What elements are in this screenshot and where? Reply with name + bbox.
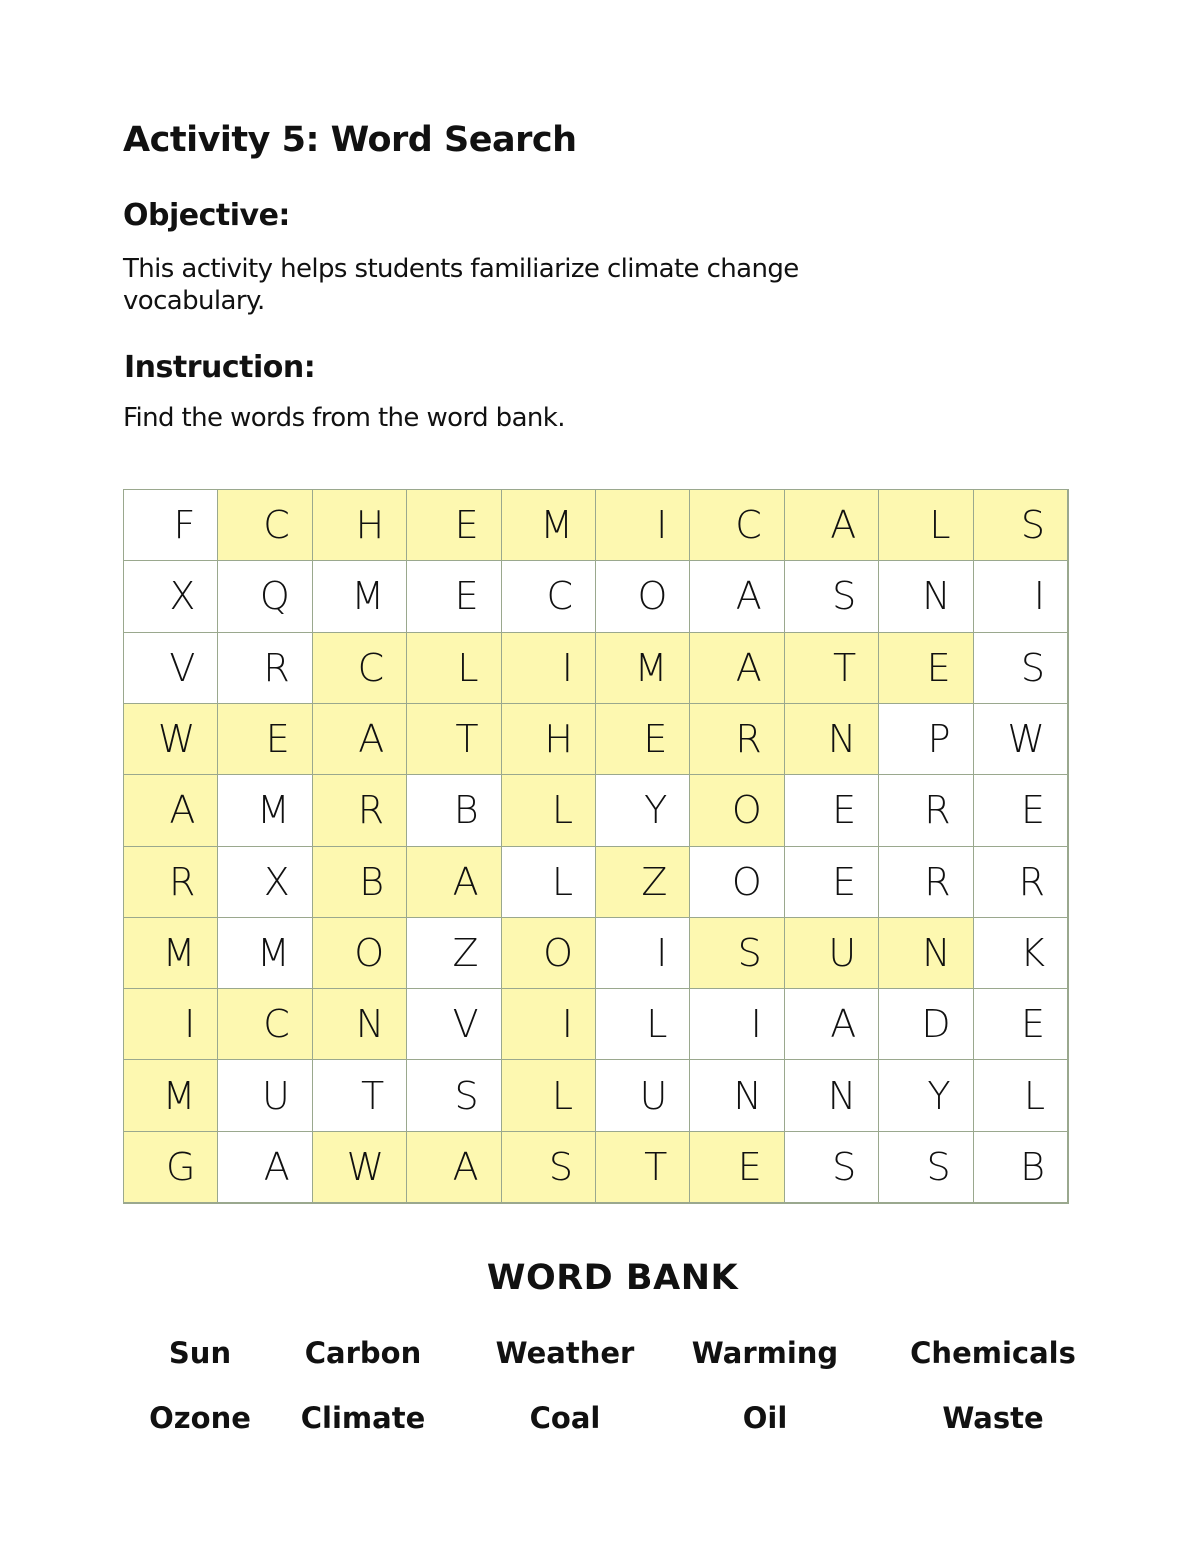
grid-cell[interactable]: C: [218, 989, 312, 1060]
word-bank-title: WORD BANK: [486, 1258, 739, 1298]
grid-cell[interactable]: O: [690, 847, 784, 918]
word-bank-item: Oil: [742, 1401, 788, 1435]
grid-cell[interactable]: T: [785, 633, 879, 704]
grid-cell[interactable]: C: [502, 561, 596, 632]
grid-cell[interactable]: S: [785, 561, 879, 632]
word-bank-item: Weather: [495, 1336, 635, 1370]
grid-cell[interactable]: G: [124, 1132, 218, 1203]
grid-cell[interactable]: M: [218, 918, 312, 989]
instruction-text: Find the words from the word bank.: [123, 403, 565, 433]
grid-cell[interactable]: R: [879, 847, 973, 918]
grid-cell[interactable]: S: [974, 633, 1068, 704]
grid-cell[interactable]: R: [690, 704, 784, 775]
grid-cell[interactable]: B: [313, 847, 407, 918]
grid-cell[interactable]: Z: [596, 847, 690, 918]
grid-cell[interactable]: I: [596, 918, 690, 989]
grid-cell[interactable]: L: [502, 775, 596, 846]
grid-cell[interactable]: A: [690, 561, 784, 632]
grid-cell[interactable]: E: [407, 561, 501, 632]
grid-cell[interactable]: N: [785, 1060, 879, 1131]
word-bank-item: Ozone: [149, 1401, 251, 1435]
grid-cell[interactable]: I: [124, 989, 218, 1060]
grid-cell[interactable]: M: [124, 1060, 218, 1131]
grid-cell[interactable]: W: [974, 704, 1068, 775]
grid-cell[interactable]: M: [313, 561, 407, 632]
grid-cell[interactable]: V: [124, 633, 218, 704]
grid-cell[interactable]: M: [218, 775, 312, 846]
grid-cell[interactable]: S: [690, 918, 784, 989]
grid-cell[interactable]: E: [879, 633, 973, 704]
grid-cell[interactable]: C: [218, 490, 312, 561]
grid-cell[interactable]: S: [785, 1132, 879, 1203]
grid-cell[interactable]: A: [785, 989, 879, 1060]
word-bank-item: Chemicals: [910, 1336, 1076, 1370]
grid-cell[interactable]: H: [502, 704, 596, 775]
instruction-heading: Instruction:: [124, 350, 316, 385]
grid-cell[interactable]: M: [124, 918, 218, 989]
grid-cell[interactable]: Q: [218, 561, 312, 632]
grid-cell[interactable]: N: [879, 918, 973, 989]
grid-cell[interactable]: I: [596, 490, 690, 561]
grid-cell[interactable]: N: [690, 1060, 784, 1131]
grid-cell[interactable]: M: [596, 633, 690, 704]
grid-cell[interactable]: A: [218, 1132, 312, 1203]
grid-cell[interactable]: E: [218, 704, 312, 775]
grid-cell[interactable]: A: [785, 490, 879, 561]
grid-cell[interactable]: B: [974, 1132, 1068, 1203]
grid-cell[interactable]: W: [124, 704, 218, 775]
grid-cell[interactable]: T: [407, 704, 501, 775]
grid-cell[interactable]: R: [218, 633, 312, 704]
objective-heading: Objective:: [123, 198, 290, 233]
word-search-grid: [123, 489, 1069, 1204]
grid-cell[interactable]: S: [407, 1060, 501, 1131]
grid-cell[interactable]: O: [690, 775, 784, 846]
grid-cell[interactable]: O: [596, 561, 690, 632]
grid-cell[interactable]: L: [502, 847, 596, 918]
grid-cell[interactable]: A: [407, 1132, 501, 1203]
grid-cell[interactable]: I: [690, 989, 784, 1060]
grid-cell[interactable]: H: [313, 490, 407, 561]
grid-cell[interactable]: A: [690, 633, 784, 704]
grid-cell[interactable]: R: [879, 775, 973, 846]
grid-cell[interactable]: X: [218, 847, 312, 918]
grid-cell[interactable]: I: [974, 561, 1068, 632]
grid-cell[interactable]: Z: [407, 918, 501, 989]
grid-cell[interactable]: X: [124, 561, 218, 632]
grid-cell[interactable]: T: [313, 1060, 407, 1131]
grid-cell[interactable]: E: [974, 775, 1068, 846]
grid-cell[interactable]: C: [690, 490, 784, 561]
grid-cell[interactable]: F: [124, 490, 218, 561]
word-bank-item: Carbon: [304, 1336, 422, 1370]
grid-cell[interactable]: P: [879, 704, 973, 775]
grid-cell[interactable]: N: [879, 561, 973, 632]
grid-cell[interactable]: W: [313, 1132, 407, 1203]
grid-cell[interactable]: I: [502, 633, 596, 704]
grid-cell[interactable]: O: [502, 918, 596, 989]
word-bank-item: Waste: [942, 1401, 1044, 1435]
grid-cell[interactable]: R: [974, 847, 1068, 918]
grid-cell[interactable]: L: [974, 1060, 1068, 1131]
grid-cell[interactable]: B: [407, 775, 501, 846]
grid-cell[interactable]: O: [313, 918, 407, 989]
grid-cell[interactable]: Y: [596, 775, 690, 846]
grid-cell[interactable]: K: [974, 918, 1068, 989]
grid-cell[interactable]: S: [879, 1132, 973, 1203]
grid-cell[interactable]: E: [785, 847, 879, 918]
grid-cell[interactable]: E: [596, 704, 690, 775]
grid-cell[interactable]: L: [596, 989, 690, 1060]
grid-cell[interactable]: L: [502, 1060, 596, 1131]
grid-cell[interactable]: R: [124, 847, 218, 918]
grid-cell[interactable]: I: [502, 989, 596, 1060]
grid-cell[interactable]: L: [879, 490, 973, 561]
word-bank-item: Sun: [168, 1336, 232, 1370]
grid-cell[interactable]: A: [313, 704, 407, 775]
page-title: Activity 5: Word Search: [123, 120, 577, 160]
grid-cell[interactable]: C: [313, 633, 407, 704]
grid-cell[interactable]: N: [785, 704, 879, 775]
grid-cell[interactable]: R: [313, 775, 407, 846]
grid-cell[interactable]: E: [690, 1132, 784, 1203]
grid-cell[interactable]: E: [974, 989, 1068, 1060]
objective-text: This activity helps students familiarize climate change vocabulary.: [123, 254, 799, 316]
grid-cell[interactable]: E: [785, 775, 879, 846]
word-bank-item: Coal: [529, 1401, 601, 1435]
grid-cell[interactable]: S: [502, 1132, 596, 1203]
word-bank-item: Warming: [691, 1336, 839, 1370]
grid-cell[interactable]: S: [974, 490, 1068, 561]
grid-cell[interactable]: N: [313, 989, 407, 1060]
grid-cell[interactable]: U: [785, 918, 879, 989]
grid-cell[interactable]: L: [407, 633, 501, 704]
grid-cell[interactable]: M: [502, 490, 596, 561]
grid-cell[interactable]: A: [407, 847, 501, 918]
grid-cell[interactable]: T: [596, 1132, 690, 1203]
grid-cell[interactable]: U: [218, 1060, 312, 1131]
grid-cell[interactable]: U: [596, 1060, 690, 1131]
grid-cell[interactable]: A: [124, 775, 218, 846]
grid-cell[interactable]: V: [407, 989, 501, 1060]
word-bank-item: Climate: [300, 1401, 426, 1435]
grid-cell[interactable]: E: [407, 490, 501, 561]
grid-cell[interactable]: D: [879, 989, 973, 1060]
grid-cell[interactable]: Y: [879, 1060, 973, 1131]
